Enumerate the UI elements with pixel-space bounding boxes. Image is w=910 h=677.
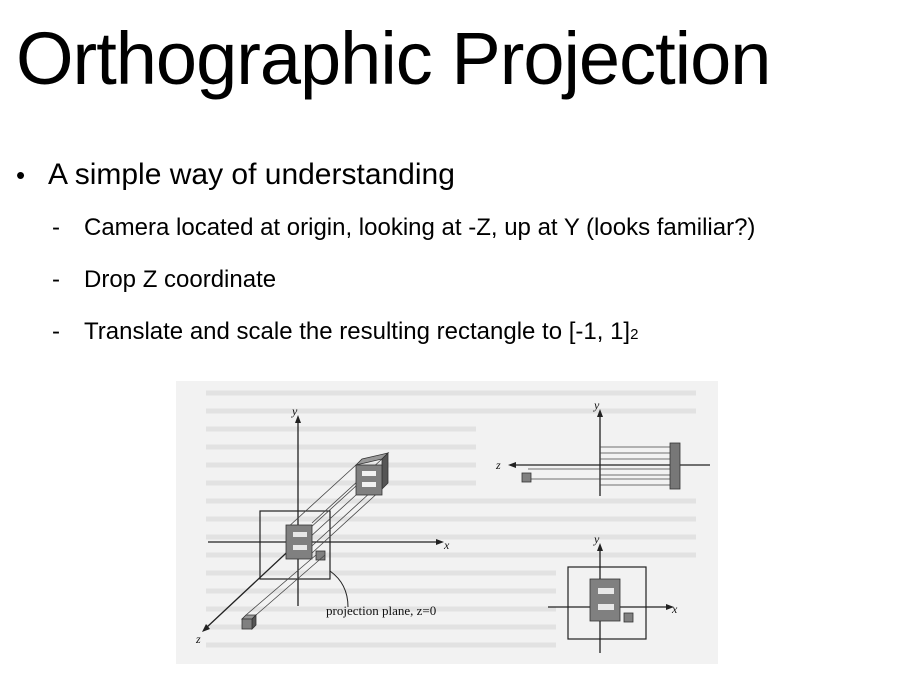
sub-bullet-text: Camera located at origin, looking at -Z, up at Y (looks familiar?) (84, 214, 756, 241)
figure-svg (176, 381, 718, 664)
front-x-label: x (672, 602, 678, 616)
side-cube (522, 473, 531, 482)
bullet-text: A simple way of understanding (48, 158, 455, 191)
side-y-label: y (594, 398, 600, 412)
sub-bullet-item (52, 266, 755, 318)
side-projector-lines (528, 447, 676, 485)
sub-bullet-item: - Translate and scale the resulting rectangle to [-1, 1] 2 (52, 318, 639, 345)
bullet-item (16, 158, 455, 192)
side-z-label: z (496, 458, 501, 472)
dash-icon: - (52, 266, 60, 293)
caption-text: projection plane, z=0 (326, 603, 437, 618)
dash-icon: - (52, 318, 60, 345)
sub-bullet-item (52, 214, 755, 266)
front-letter-e (590, 579, 633, 622)
sub-bullet-list (52, 214, 755, 370)
sub-bullet-text: Drop Z coordinate (84, 266, 277, 293)
letter-e-3d (356, 453, 388, 495)
bullet-dot-icon: • (16, 159, 26, 190)
sub-bullet-text: Translate and scale the resulting rectangle to [-1, 1] (84, 318, 631, 345)
front-y-label: y (594, 532, 600, 546)
orthographic-figure (176, 381, 718, 664)
front-view (548, 532, 678, 653)
dash-icon: - (52, 214, 60, 241)
main-y-label: y (292, 404, 298, 418)
main-x-label: x (444, 538, 450, 552)
main-z-label: z (196, 632, 201, 646)
slide-title: Orthographic Projection (16, 17, 771, 100)
side-e-block (670, 443, 680, 489)
side-z-arrow-icon (508, 462, 516, 468)
x-axis-arrow-icon (436, 539, 444, 545)
